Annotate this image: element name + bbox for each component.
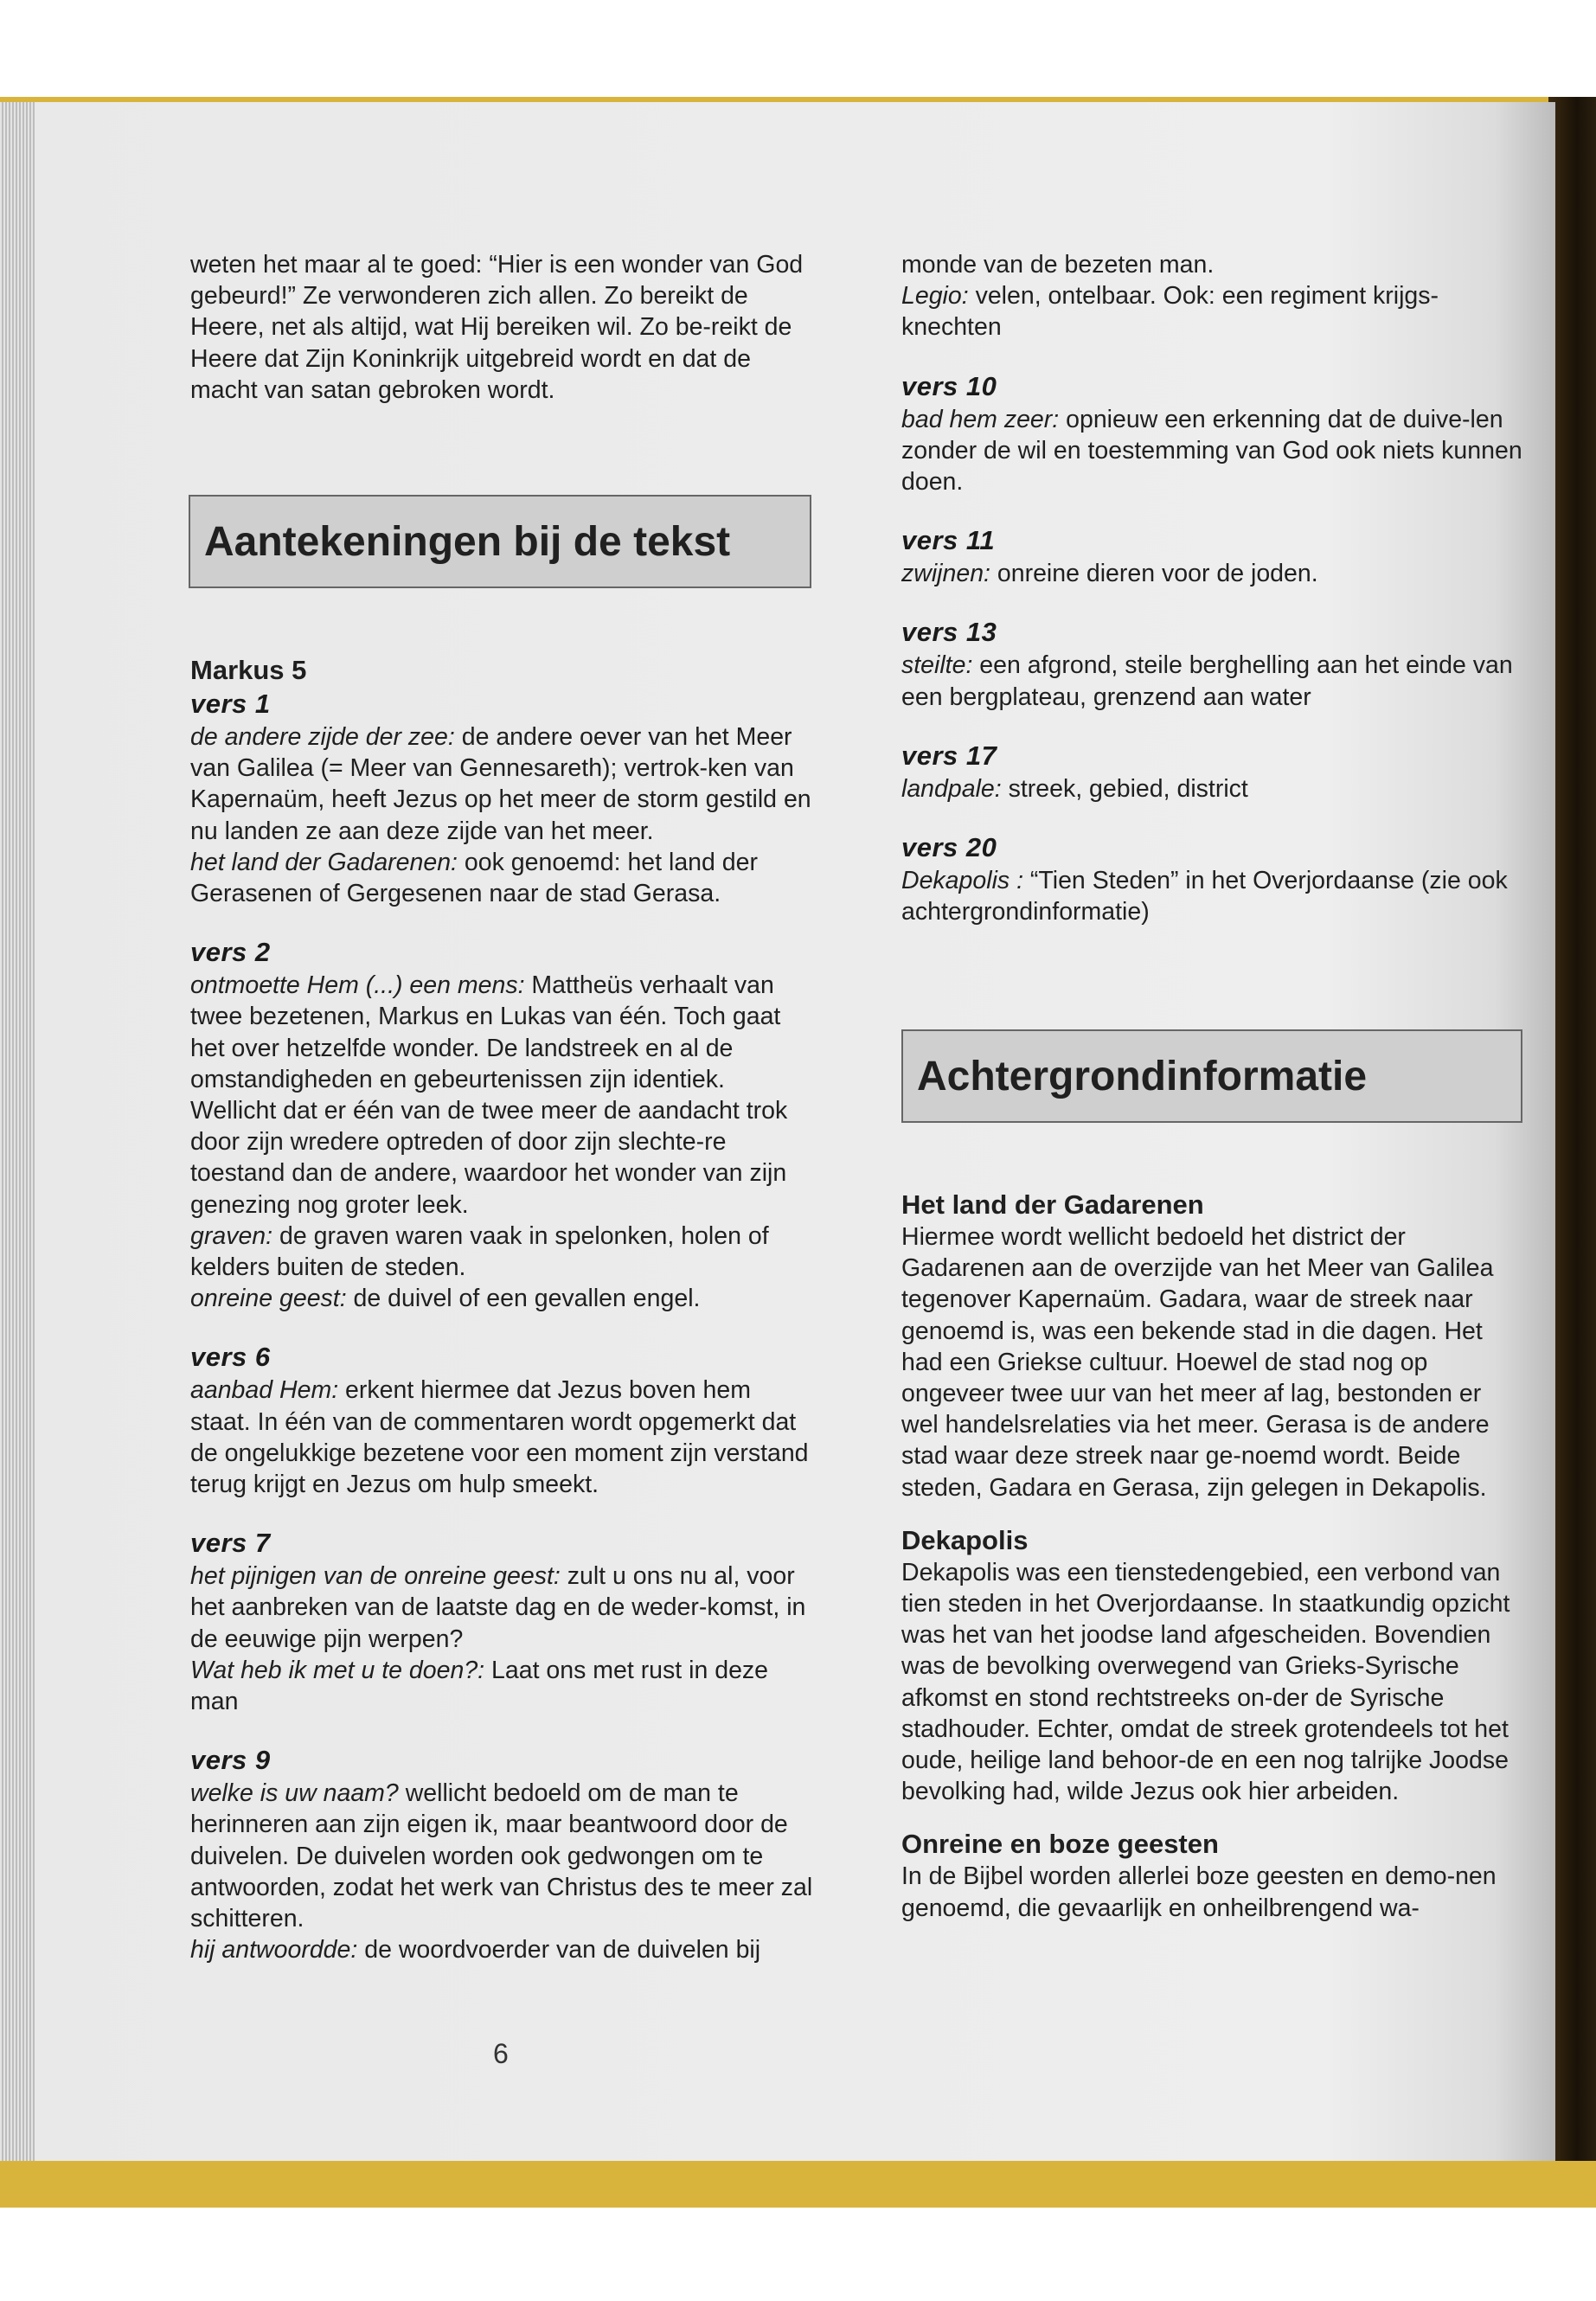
subheading: Dekapolis xyxy=(901,1524,1029,1555)
note-entry xyxy=(190,1934,817,1965)
note-entry xyxy=(190,721,817,847)
note-entry xyxy=(190,1375,817,1500)
subheading: Onreine en boze geesten xyxy=(901,1829,1219,1860)
note-term: Legio: xyxy=(901,282,969,311)
note-entry xyxy=(190,970,817,1221)
section-title-aantekeningen xyxy=(189,495,811,588)
note-entry xyxy=(190,847,817,909)
note-term: steilte: xyxy=(901,651,973,680)
note-text: de graven waren vaak in spelonken, holen of kelders buiten de steden. xyxy=(190,1221,769,1282)
note-text: streek, gebied, district xyxy=(1001,774,1248,803)
note-entry xyxy=(190,1655,817,1717)
verse-label: vers 10 xyxy=(901,370,997,401)
note-entry xyxy=(901,865,1524,927)
left-notes xyxy=(190,654,817,1966)
page-edges xyxy=(0,102,35,2161)
note-entry xyxy=(190,1221,817,1283)
note-entry xyxy=(190,1283,817,1314)
note-term: Dekapolis : xyxy=(901,867,1023,895)
book-spine-shadow xyxy=(1548,97,1596,2208)
verse-label: vers 2 xyxy=(190,937,271,968)
intro-paragraph: weten het maar al te goed: “Hier is een wonder van God gebeurd!” Ze verwonderen zich allen. Zo bereikt de Heere, net als altijd, wat Hij bereiken wil. Zo be-reikt de Heere dat Zijn Koninkrijk uitgebreid wordt en dat de macht van satan gebroken wordt. xyxy=(190,251,804,404)
note-text: Mattheüs verhaalt van twee bezetenen, Markus en Lukas van één. Toch gaat het over hetzelfde wonder. De landstreek en al de omstandigheden en gebeurtenissen zijn identiek. Wellicht dat er één van de twee meer de aandacht trok door zijn wredere optreden of door zijn slechte-re toestand dan de andere, waardoor het wonder van zijn genezing nog groter leek. xyxy=(190,971,788,1219)
note-term: ontmoette Hem (...) een mens: xyxy=(190,971,525,1000)
note-text: erkent hiermee dat Jezus boven hem staat. In één van de commentaren wordt opgemerkt dat de ongelukkige bezetene voor een moment zijn verstand terug krijgt en Jezus om hulp smeekt. xyxy=(190,1376,809,1499)
note-entry xyxy=(901,280,1524,343)
section-title-text: Achtergrondinformatie xyxy=(917,1053,1368,1099)
right-notes xyxy=(901,249,1524,927)
note-term: bad hem zeer: xyxy=(901,405,1060,433)
note-text: de duivel of een gevallen engel. xyxy=(346,1285,701,1313)
note-text: een afgrond, steile berghelling aan het einde van een bergplateau, grenzend aan water xyxy=(901,651,1513,711)
verse-label: vers 7 xyxy=(190,1528,271,1559)
note-text: “Tien Steden” in het Overjordaanse (zie ook achtergrondinformatie) xyxy=(901,867,1508,926)
note-term: Wat heb ik met u te doen?: xyxy=(190,1656,485,1684)
book-heading: Markus 5 xyxy=(190,655,307,685)
note-term: welke is uw naam? xyxy=(190,1779,399,1808)
verse-label: vers 9 xyxy=(190,1745,271,1776)
verse-label: vers 11 xyxy=(901,525,996,556)
paragraph: Dekapolis was een tienstedengebied, een verbond van tien steden in het Overjordaanse. In staatkundig opzicht was het van het joodse land afgescheiden. Bovendien was de bevolking overwegend van Grieks-Syrische afkomst en stond rechtstreeks on-der de Syrische stadhouder. Echter, omdat de streek grotendeels tot het oude, heilige land behoor-de en een nog talrijke Joodse bevolking had, wilde Jezus ook hier arbeiden. xyxy=(901,1558,1510,1806)
note-term: graven: xyxy=(190,1221,273,1250)
note-entry xyxy=(190,1778,817,1934)
note-term: aanbad Hem: xyxy=(190,1376,339,1405)
note-term: het pijnigen van de onreine geest: xyxy=(190,1562,561,1591)
paragraph: Hiermee wordt wellicht bedoeld het district der Gadarenen aan de overzijde van het Meer van Galilea tegenover Kapernaüm. Gadara, waar de streek naar genoemd is, was een bekende stad in die dagen. Het had een Griekse cultuur. Hoewel de stad nog op ongeveer twee uur van het meer af lag, bestonden er wel handelsrelaties via het meer. Gerasa is de andere stad waar deze streek naar ge-noemd wordt. Beide steden, Gadara en Gerasa, zijn gelegen in Dekapolis. xyxy=(901,1223,1494,1502)
note-entry xyxy=(901,773,1524,804)
note-text: onreine dieren voor de joden. xyxy=(990,560,1318,588)
note-text: ook genoemd: het land der Gerasenen of Gergesenen naar de stad Gerasa. xyxy=(190,848,758,908)
book-cover-bottom xyxy=(0,2161,1596,2208)
note-text: velen, ontelbaar. Ook: een regiment krijgs-knechten xyxy=(901,282,1439,342)
note-text: opnieuw een erkenning dat de duive-len zonder de wil en toestemming van God ook niets kunnen doen. xyxy=(901,405,1522,497)
note-term: de andere zijde der zee: xyxy=(190,723,455,751)
subheading: Het land der Gadarenen xyxy=(901,1189,1204,1220)
verse-label: vers 13 xyxy=(901,617,997,648)
note-text: Laat ons met rust in deze man xyxy=(190,1656,769,1716)
note-entry xyxy=(901,558,1524,589)
note-entry xyxy=(901,650,1524,712)
note-term: onreine geest: xyxy=(190,1285,347,1313)
note-text: de woordvoerder van de duivelen bij xyxy=(357,1936,761,1965)
note-term: hij antwoordde: xyxy=(190,1936,358,1965)
verse-label: vers 17 xyxy=(901,740,997,771)
paragraph: In de Bijbel worden allerlei boze geesten en demo-nen genoemd, die gevaarlijk en onheilbrengend wa- xyxy=(901,1862,1497,1922)
section-title-text: Aantekeningen bij de tekst xyxy=(204,518,731,565)
note-term: het land der Gadarenen: xyxy=(190,848,458,876)
note-text: de andere oever van het Meer van Galilea (= Meer van Gennesareth); vertrok-ken van Kapernaüm, heeft Jezus op het meer de storm gestild en nu landen ze aan deze zijde van het meer. xyxy=(190,723,811,845)
section-title-achtergrond xyxy=(901,1029,1522,1123)
verse-label: vers 6 xyxy=(190,1342,271,1373)
note-term: zwijnen: xyxy=(901,560,990,588)
page-number: 6 xyxy=(493,2038,509,2069)
note-entry xyxy=(190,1561,817,1655)
note-text: zult u ons nu al, voor het aanbreken van de laatste dag en de weder-komst, in de eeuwige pijn werpen? xyxy=(190,1562,806,1653)
note-term: landpale: xyxy=(901,774,1002,803)
note-continuation: monde van de bezeten man. xyxy=(901,251,1215,279)
note-entry xyxy=(901,404,1524,498)
verse-label: vers 20 xyxy=(901,832,997,863)
note-text: wellicht bedoeld om de man te herinneren aan zijn eigen ik, maar beantwoord door de duivelen. De duivelen worden ook gedwongen om te antwoorden, zodat het werk van Christus des te meer zal schitteren. xyxy=(190,1779,813,1933)
verse-label: vers 1 xyxy=(190,689,271,719)
left-intro xyxy=(190,249,817,406)
right-background xyxy=(901,1189,1524,1924)
